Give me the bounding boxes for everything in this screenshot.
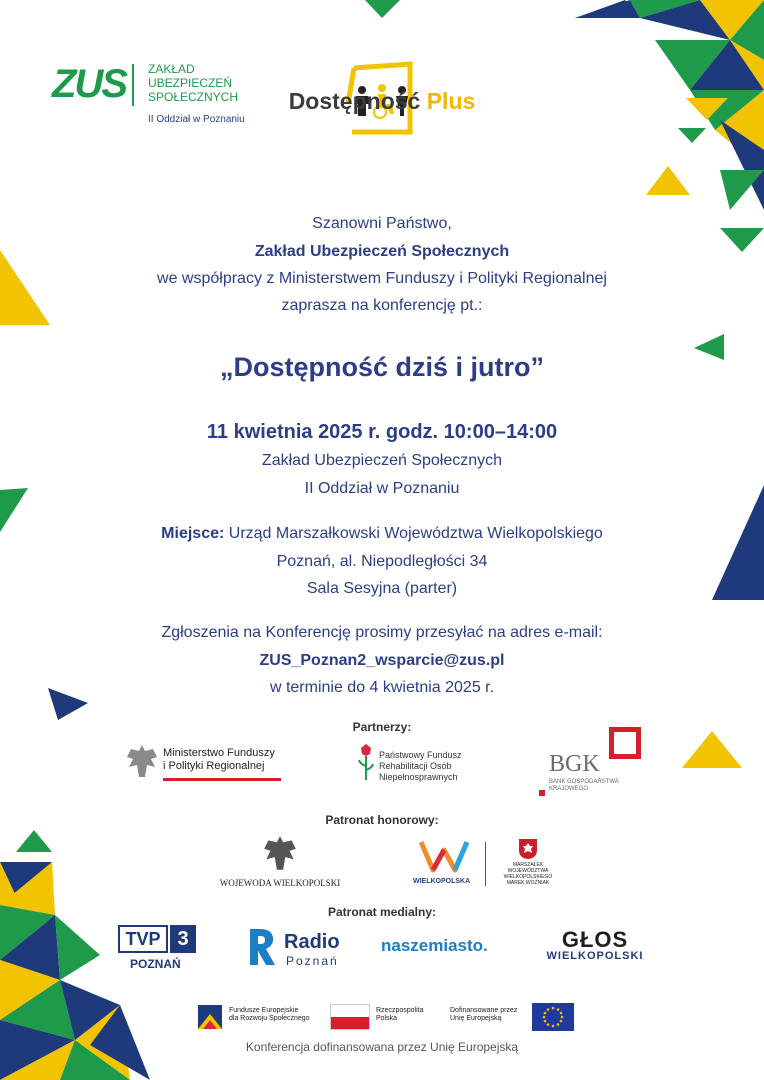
bgk-short: BGK	[549, 751, 600, 777]
zus-name-line1: ZAKŁAD	[148, 62, 195, 76]
marszalek-line2: WOJEWÓDZTWA	[507, 868, 549, 874]
ue-line2: Unię Europejską	[450, 1015, 502, 1022]
zus-branch: II Oddział w Poznaniu	[148, 114, 245, 125]
room-line: Sala Sesyjna (parter)	[306, 580, 458, 597]
address-line: Poznań, al. Niepodległości 34	[276, 553, 488, 570]
tvp-box: TVP	[118, 925, 168, 953]
glos-region: WIELKOPOLSKI	[546, 950, 644, 962]
mfipr-logo	[125, 743, 285, 785]
flower-icon	[357, 742, 375, 782]
marszalek-line1: MARSZAŁEK	[512, 862, 544, 868]
host-line2: II Oddział w Poznaniu	[304, 480, 460, 497]
wojewoda-logo	[210, 834, 350, 890]
organizer: Zakład Ubezpieczeń Społecznych	[254, 243, 510, 260]
program-title	[0, 88, 764, 115]
radio-poznan-logo	[246, 927, 346, 969]
glos-logo	[540, 927, 650, 966]
marszalek-text	[493, 862, 563, 886]
ue-text	[450, 1007, 517, 1023]
registration-email[interactable]: ZUS_Poznan2_wsparcie@zus.pl	[259, 652, 505, 669]
invitation-line: zaprasza na konferencję pt.:	[281, 297, 483, 314]
radio-r-icon	[246, 927, 276, 967]
host-line1: Zakład Ubezpieczeń Społecznych	[261, 452, 503, 469]
pfron-line1: Państwowy Fundusz	[379, 750, 462, 760]
ue-line1: Dofinansowane przez	[450, 1007, 518, 1014]
fe-text	[229, 1007, 310, 1023]
marszalek-line4: MAREK WOŹNIAK	[506, 880, 550, 886]
program-title-main: Dostępność	[288, 88, 421, 114]
bgk-square-icon	[609, 727, 641, 759]
fe-logo-icon	[195, 1002, 225, 1032]
wielkopolska-logo	[413, 838, 563, 892]
marszalek-line3: WIELKOPOLSKIEGO	[503, 874, 553, 880]
pfron-text	[379, 750, 462, 783]
tvp-number: 3	[170, 925, 196, 953]
event-title: „Dostępność dziś i jutro”	[219, 352, 545, 382]
bgk-dot	[539, 790, 545, 796]
cooperation-line: we współpracy z Ministerstwem Funduszy i Polityki Regionalnej	[157, 270, 607, 287]
mfipr-line1: Ministerstwo Funduszy	[163, 747, 275, 759]
pfron-line2: Rehabilitacji Osób	[379, 761, 452, 771]
event-date-time: 11 kwietnia 2025 r. godz. 10:00–14:00	[206, 421, 558, 443]
place-value: Urząd Marszałkowski Województwa Wielkopolskiego	[228, 525, 603, 542]
partners-label: Partnerzy:	[352, 720, 412, 734]
deadline-line: w terminie do 4 kwietnia 2025 r.	[269, 679, 495, 696]
rp-line2: Polska	[376, 1015, 398, 1022]
fe-line2: dla Rozwoju Społecznego	[229, 1015, 310, 1022]
zus-name-line3: SPOŁECZNYCH	[148, 90, 239, 104]
pfron-logo	[357, 742, 477, 786]
eagle-icon	[260, 834, 300, 874]
funding-note: Konferencja dofinansowana przez Unię Europejską	[245, 1040, 519, 1054]
place-line	[0, 525, 764, 543]
tvp3-logo	[118, 925, 198, 973]
registration-line: Zgłoszenia na Konferencję prosimy przesyłać na adres e-mail:	[161, 624, 603, 641]
fe-line1: Fundusze Europejskie	[229, 1007, 299, 1014]
program-title-accent: Plus	[426, 88, 476, 114]
place-label: Miejsce:	[161, 525, 225, 542]
bgk-logo	[537, 727, 642, 799]
funding-strip	[195, 1001, 580, 1033]
bgk-line2: KRAJOWEGO	[549, 786, 589, 792]
zus-name-line2: UBEZPIECZEŃ	[148, 76, 233, 90]
polish-flag-icon	[330, 1004, 370, 1030]
wielkopolska-w-icon	[419, 838, 469, 874]
bgk-fullname	[549, 779, 619, 793]
rp-line1: Rzeczpospolita	[376, 1007, 424, 1014]
mfipr-line2: i Polityki Regionalnej	[163, 760, 265, 772]
wielkopolska-text: WIELKOPOLSKA	[413, 878, 471, 885]
greeting: Szanowni Państwo,	[312, 215, 452, 232]
mfipr-text	[163, 747, 275, 773]
coat-of-arms-icon	[518, 838, 538, 860]
mfipr-underline	[163, 778, 281, 781]
wielkopolska-separator	[485, 842, 486, 886]
media-label: Patronat medialny:	[327, 905, 437, 919]
tvp-city: POZNAŃ	[130, 957, 181, 971]
zus-logo-mark: ZUS	[52, 62, 126, 106]
bgk-line1: BANK GOSPODARSTWA	[549, 779, 619, 785]
naszemiasto-logo: naszemiasto.	[381, 936, 488, 955]
radio-city: Poznań	[286, 954, 339, 968]
rp-text	[376, 1007, 423, 1023]
glos-word: GŁOS	[561, 927, 629, 952]
pfron-line3: Niepełnosprawnych	[379, 772, 458, 782]
honorary-label: Patronat honorowy:	[325, 813, 439, 827]
wojewoda-text: WOJEWODA WIELKOPOLSKI	[219, 878, 341, 888]
radio-word: Radio	[284, 931, 340, 953]
eu-flag-icon	[532, 1003, 574, 1031]
eagle-icon	[125, 743, 159, 781]
